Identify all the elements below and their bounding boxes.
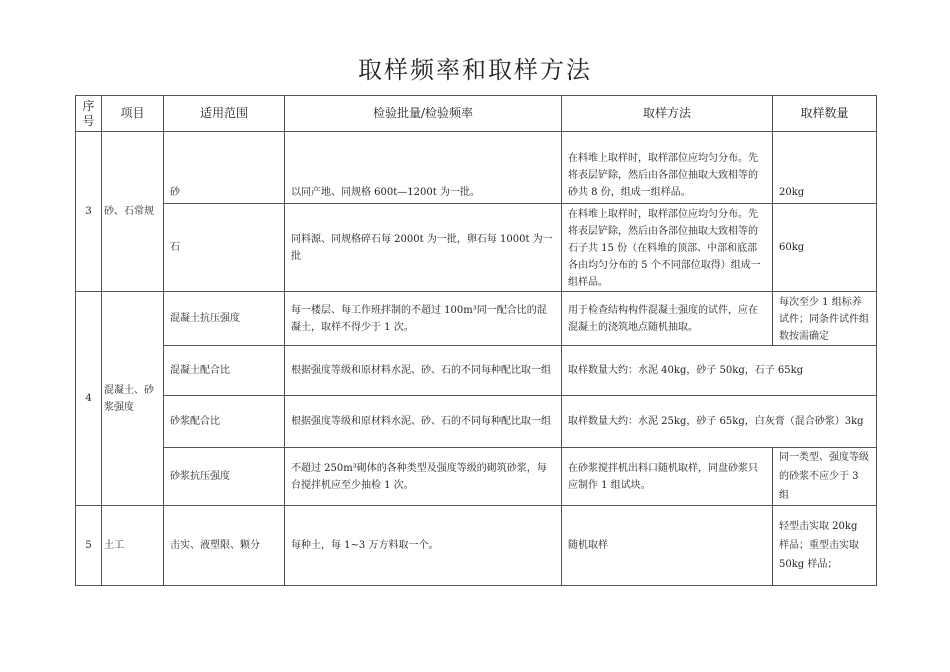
row3-stone-batch: 同料源、同规格碎石每 2000t 为一批，卵石每 1000t 为一批 xyxy=(285,204,562,292)
row3-stone-scope: 石 xyxy=(164,204,285,292)
header-item: 项目 xyxy=(102,96,164,132)
row4-item: 混凝土、砂浆强度 xyxy=(102,292,164,506)
table-row xyxy=(76,132,877,204)
row4-mortar-mix-scope: 砂浆配合比 xyxy=(164,396,285,448)
row4-concrete-mix-batch: 根据强度等级和原材料水泥、砂、石的不同每种配比取一组 xyxy=(285,346,562,396)
sampling-table xyxy=(75,95,877,586)
row5-scope: 击实、液塑限、颗分 xyxy=(164,506,285,586)
row4-mortar-mix-method: 取样数量大约：水泥 25kg，砂子 65kg，白灰膏（混合砂浆）3kg xyxy=(562,396,877,448)
row3-sand-quantity: 20kg xyxy=(773,132,877,204)
row4-mortar-strength-scope: 砂浆抗压强度 xyxy=(164,448,285,506)
header-method: 取样方法 xyxy=(562,96,773,132)
row4-mortar-strength-batch: 不超过 250m³砌体的各种类型及强度等级的砌筑砂浆，每台搅拌机应至少抽检 1 次。 xyxy=(285,448,562,506)
table-row xyxy=(76,448,877,506)
header-seq: 序号 xyxy=(76,96,102,132)
document-title: 取样频率和取样方法 xyxy=(358,56,592,84)
row4-mortar-strength-quantity: 同一类型、强度等级的砂浆不应少于 3 组 xyxy=(773,448,877,506)
row4-concrete-mix-scope: 混凝土配合比 xyxy=(164,346,285,396)
header-quantity: 取样数量 xyxy=(773,96,877,132)
row4-mortar-mix-batch: 根据强度等级和原材料水泥、砂、石的不同每种配比取一组 xyxy=(285,396,562,448)
row3-sand-method: 在料堆上取样时，取样部位应均匀分布。先将表层铲除，然后由各部位抽取大致相等的砂共 8 份，组成一组样品。 xyxy=(562,132,773,204)
row5-item: 土工 xyxy=(102,506,164,586)
header-scope: 适用范围 xyxy=(164,96,285,132)
row4-seq: 4 xyxy=(76,292,102,506)
row3-sand-scope: 砂 xyxy=(164,132,285,204)
row4-concrete-strength-quantity: 每次至少 1 组标养试件；同条件试件组数按需确定 xyxy=(773,292,877,346)
row3-stone-method: 在料堆上取样时，取样部位应均匀分布。先将表层铲除，然后由各部位抽取大致相等的石子共 15 份（在料堆的顶部、中部和底部各由均匀分布的 5 个不同部位取得）组成一组样品。 xyxy=(562,204,773,292)
row3-stone-quantity: 60kg xyxy=(773,204,877,292)
row5-quantity: 轻型击实取 20kg 样品；重型击实取 50kg 样品； xyxy=(773,506,877,586)
row3-sand-batch: 以同产地、同规格 600t—1200t 为一批。 xyxy=(285,132,562,204)
row4-concrete-strength-batch: 每一楼层、每工作班拌制的不超过 100m³同一配合比的混凝土，取样不得少于 1 次。 xyxy=(285,292,562,346)
row3-item: 砂、石常规 xyxy=(102,132,164,292)
table-header-row xyxy=(76,96,877,132)
row5-method: 随机取样 xyxy=(562,506,773,586)
row4-concrete-strength-method: 用于检查结构构件混凝土强度的试件，应在混凝土的浇筑地点随机抽取。 xyxy=(562,292,773,346)
row5-batch: 每种土，每 1~3 万方料取一个。 xyxy=(285,506,562,586)
table-row xyxy=(76,396,877,448)
row3-seq: 3 xyxy=(76,132,102,292)
table-row xyxy=(76,506,877,586)
table-row xyxy=(76,292,877,346)
row4-concrete-mix-method: 取样数量大约：水泥 40kg，砂子 50kg，石子 65kg xyxy=(562,346,877,396)
table-row xyxy=(76,346,877,396)
row4-concrete-strength-scope: 混凝土抗压强度 xyxy=(164,292,285,346)
header-batch: 检验批量/检验频率 xyxy=(285,96,562,132)
row4-mortar-strength-method: 在砂浆搅拌机出料口随机取样，同盘砂浆只应制作 1 组试块。 xyxy=(562,448,773,506)
row5-seq: 5 xyxy=(76,506,102,586)
table-row xyxy=(76,204,877,292)
